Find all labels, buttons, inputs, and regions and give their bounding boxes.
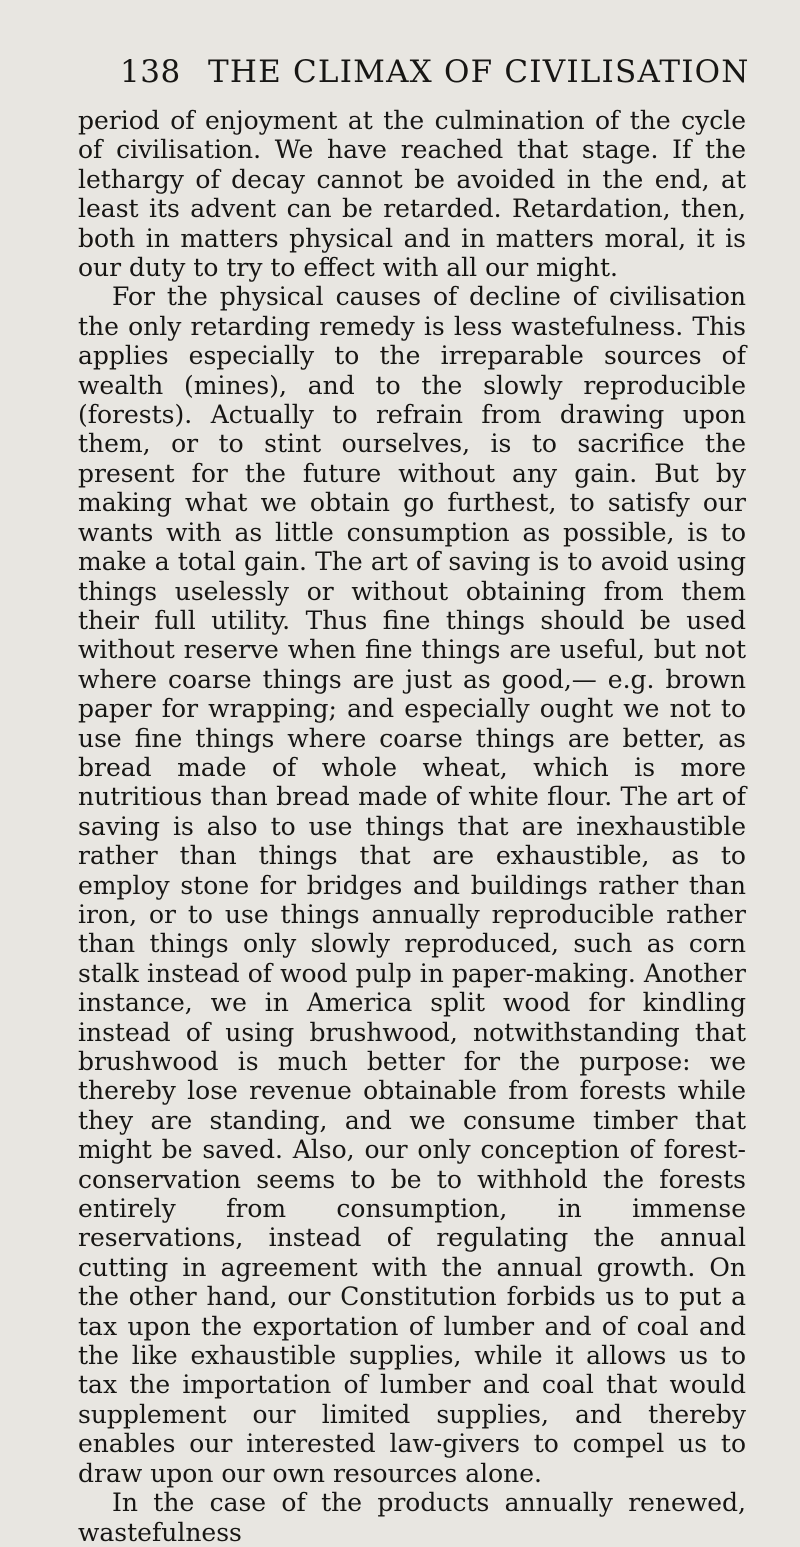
body-text <box>78 106 746 1547</box>
page-number: 138 <box>120 54 181 90</box>
running-title: THE CLIMAX OF CIVILISATION <box>208 54 750 90</box>
paragraph-2: For the physical causes of decline of civilisation the only retarding remedy is less wastefulness. This applies especially to the irreparable sources of wealth (mines), and to the slowly reproducible (forests). Actually to refrain from drawing upon them, or to stint ourselves, is to sacrifice the present for the future without any gain. But by making what we obtain go furthest, to satisfy our wants with as little consumption as possible, is to make a total gain. The art of saving is to avoid using things uselessly or without obtaining from them their full utility. Thus fine things should be used without reserve when fine things are useful, but not where coarse things are just as good,— e.g. brown paper for wrapping; and especially ought we not to use fine things where coarse things are better, as bread made of whole wheat, which is more nutritious than bread made of white flour. The art of saving is also to use things that are inexhaustible rather than things that are exhaustible, as to employ stone for bridges and buildings rather than iron, or to use things annually reproducible rather than things only slowly reproduced, such as corn stalk instead of wood pulp in paper-making. Another instance, we in America split wood for kindling instead of using brushwood, notwithstanding that brushwood is much better for the purpose: we thereby lose revenue obtainable from forests while they are standing, and we consume timber that might be saved. Also, our only conception of forest-conservation seems to be to withhold the forests entirely from consumption, in immense reservations, instead of regulating the annual cutting in agreement with the annual growth. On the other hand, our Constitution forbids us to put a tax upon the exportation of lumber and of coal and the like exhaustible supplies, while it allows us to tax the importation of lumber and coal that would supplement our limited supplies, and thereby enables our interested law-givers to compel us to draw upon our own resources alone. <box>78 282 746 1488</box>
running-head <box>78 48 750 96</box>
paragraph-3: In the case of the products annually renewed, wastefulness <box>78 1488 746 1547</box>
paragraph-1: period of enjoyment at the culmination of the cycle of civilisation. We have reached that stage. If the lethargy of decay cannot be avoided in the end, at least its advent can be retarded. Retardation, then, both in matters physical and in matters moral, it is our duty to try to effect with all our might. <box>78 106 746 283</box>
